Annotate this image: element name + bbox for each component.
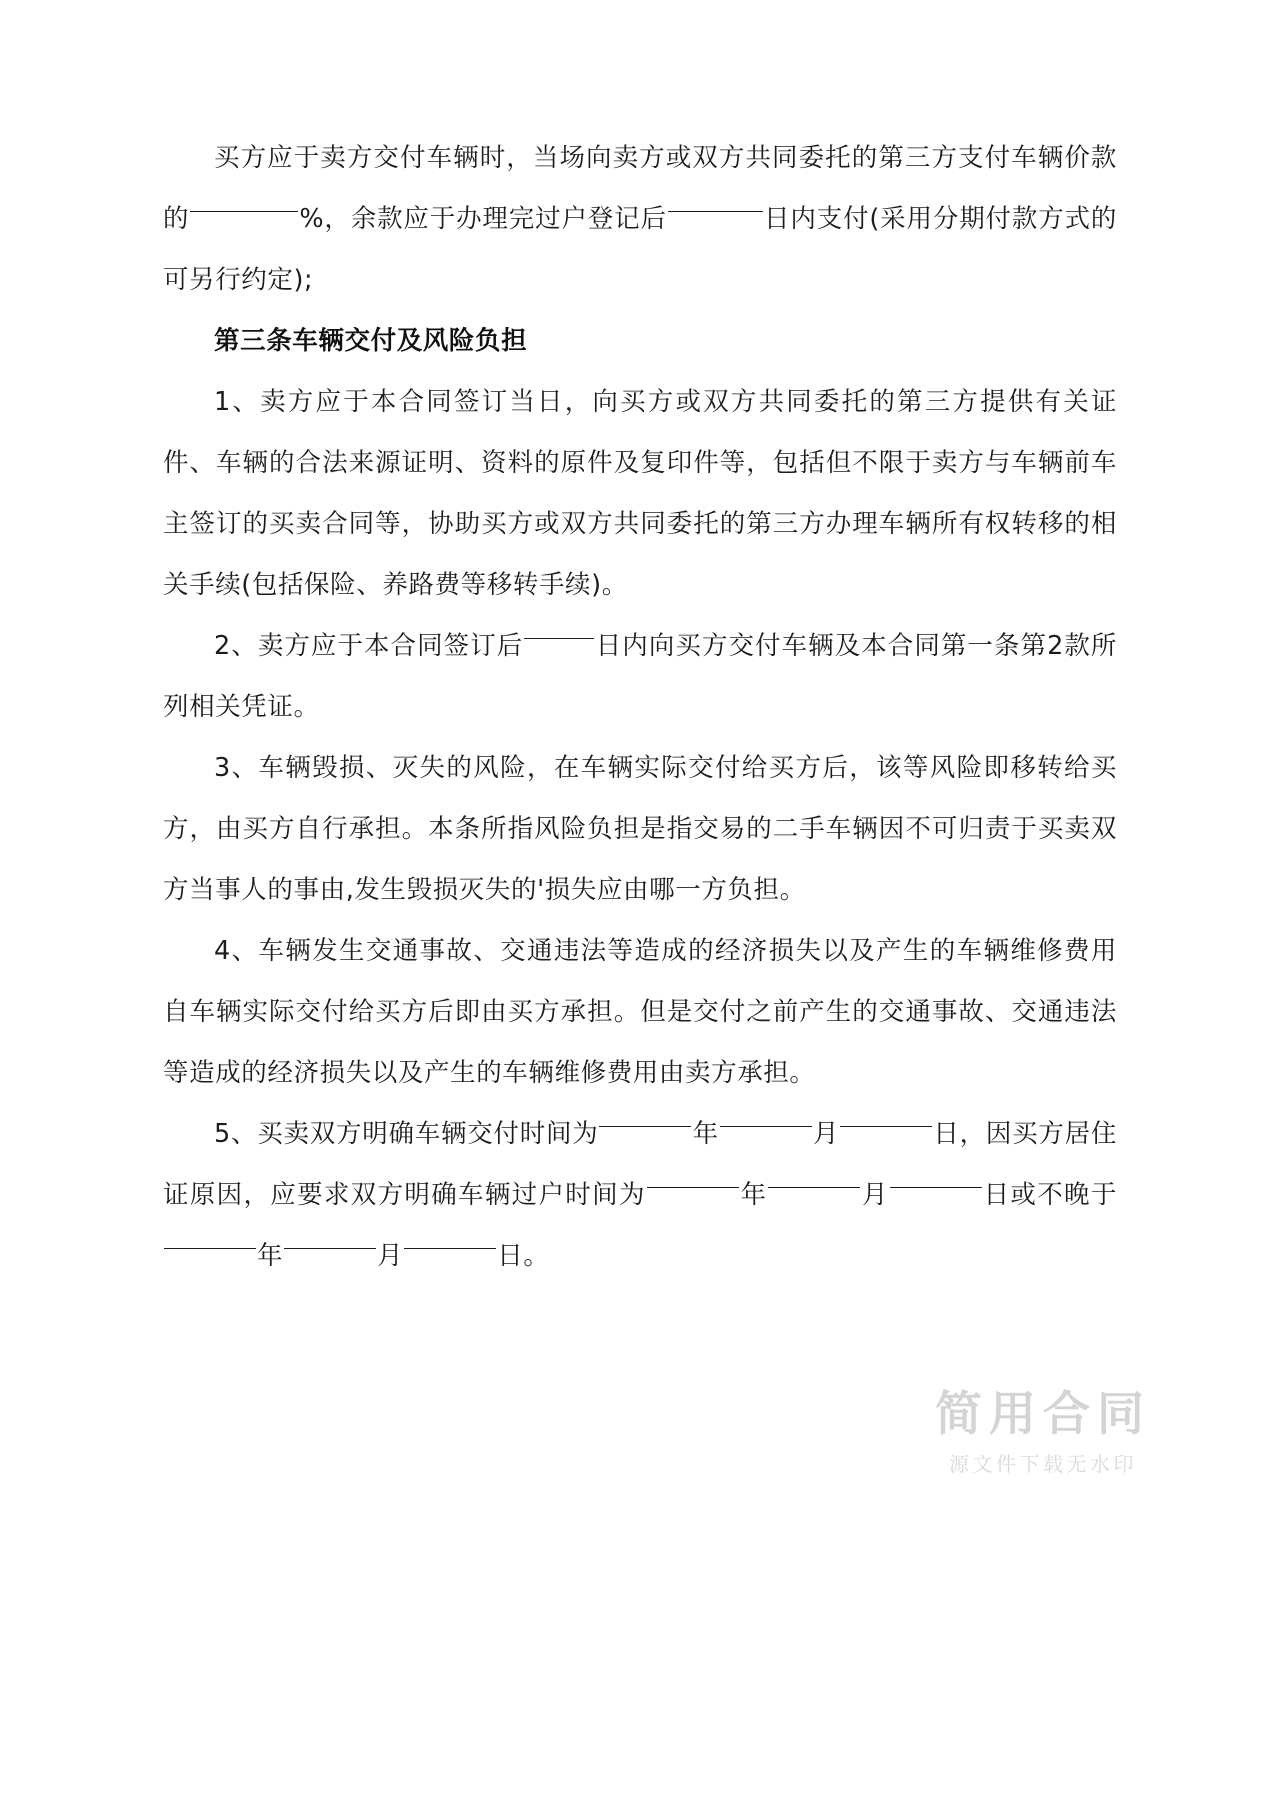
fill-in-blank[interactable] xyxy=(890,1165,982,1188)
text-run: 年 xyxy=(692,1119,719,1149)
paragraph xyxy=(163,128,1117,311)
text-run: 日，因买方居住证原因，应要求双方明确车辆过户时间为 xyxy=(163,1119,1118,1210)
fill-in-blank[interactable] xyxy=(720,1104,812,1127)
text-run: 日内向买方交付车辆及本合同第一条第2款所列相关凭证。 xyxy=(163,631,1117,722)
paragraph xyxy=(163,921,1117,1104)
fill-in-blank[interactable] xyxy=(404,1226,496,1249)
paragraph xyxy=(163,372,1117,616)
fill-in-blank[interactable] xyxy=(647,1165,739,1188)
fill-in-blank[interactable] xyxy=(524,616,594,639)
fill-in-blank[interactable] xyxy=(284,1226,376,1249)
watermark xyxy=(878,1389,1208,1477)
text-run: 月 xyxy=(812,1119,840,1149)
text-run: 5、买卖双方明确车辆交付时间为 xyxy=(214,1119,599,1149)
watermark-title: 简用合同 xyxy=(935,1387,1151,1443)
fill-in-blank[interactable] xyxy=(599,1104,691,1127)
text-run: 月 xyxy=(861,1180,889,1210)
text-run: 年 xyxy=(257,1241,284,1271)
paragraph xyxy=(163,738,1117,921)
text-run: 日。 xyxy=(497,1241,550,1271)
text-run: 年 xyxy=(739,1180,768,1210)
text-run: 4、车辆发生交通事故、交通违法等造成的经济损失以及产生的车辆维修费用自车辆实际交付给买方后即由买方承担。但是交付之前产生的交通事故、交通违法等造成的经济损失以及产生的车辆维修费用由卖方承担。 xyxy=(163,936,1117,1088)
fill-in-blank[interactable] xyxy=(190,189,298,212)
paragraph xyxy=(163,616,1117,738)
text-run: 3、车辆毁损、灭失的风险，在车辆实际交付给买方后，该等风险即移转给买方，由买方自行承担。本条所指风险负担是指交易的二手车辆因不可归责于买卖双方当事人的事由,发生毁损灭失的'损失应由哪一方负担。 xyxy=(163,753,1117,905)
fill-in-blank[interactable] xyxy=(840,1104,932,1127)
text-run: 月 xyxy=(377,1241,404,1271)
fill-in-blank[interactable] xyxy=(668,189,763,212)
text-run: 日内支付(采用分期付款方式的可另行约定); xyxy=(163,204,1117,295)
fill-in-blank[interactable] xyxy=(768,1165,860,1188)
paragraph xyxy=(163,1104,1117,1287)
text-run: 1、卖方应于本合同签订当日，向买方或双方共同委托的第三方提供有关证件、车辆的合法来源证明、资料的原件及复印件等，包括但不限于卖方与车辆前车主签订的买卖合同等，协助买方或双方共同委托的第三方办理车辆所有权转移的相关手续(包括保险、养路费等移转手续)。 xyxy=(163,387,1117,600)
fill-in-blank[interactable] xyxy=(164,1226,256,1249)
text-run: 第三条车辆交付及风险负担 xyxy=(214,326,528,356)
document-body xyxy=(163,128,1117,1287)
text-run: 日或不晚于 xyxy=(982,1180,1117,1210)
text-run: 买方应于卖方交付车辆时，当场向卖方或双方共同委托的第三方支付车辆价款的 xyxy=(163,143,1117,234)
watermark-subtitle: 源文件下载无水印 xyxy=(949,1452,1137,1476)
text-run: %，余款应于办理完过户登记后 xyxy=(299,204,667,234)
text-run: 2、卖方应于本合同签订后 xyxy=(214,631,524,661)
section-heading xyxy=(163,311,1117,372)
